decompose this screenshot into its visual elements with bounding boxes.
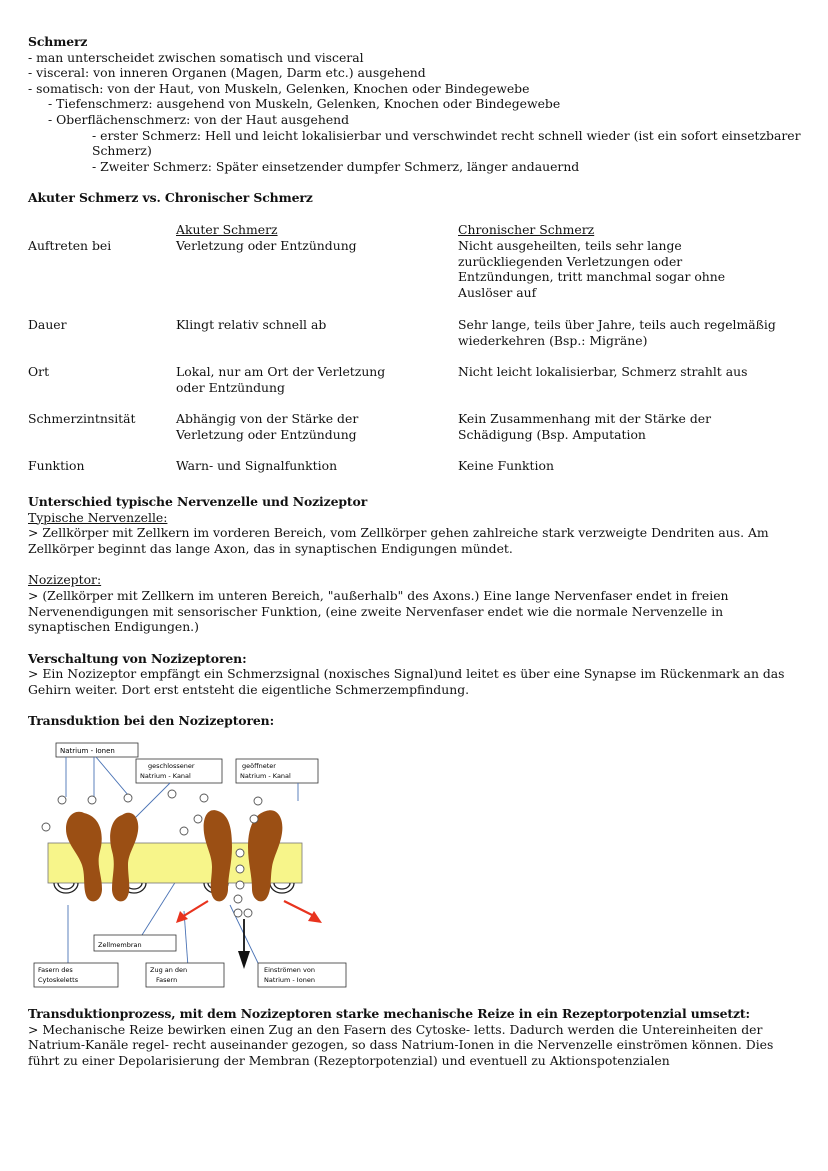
noz-heading: Nozizeptor: xyxy=(28,572,102,588)
label-sodium: Natrium - Ionen xyxy=(60,747,115,756)
circuit-text: > Ein Nozizeptor empfängt ein Schmerzsignal (noxisches Signal)und leitet es über eine Synapse im Rückenmark an das Gehirn weiter. Dort erst entsteht die eigentliche Schmerzempfindung. xyxy=(28,666,785,697)
col-header-acute: Akuter Schmerz xyxy=(176,221,278,237)
section-title-circuit: Verschaltung von Nozizeptoren: xyxy=(28,650,247,666)
label-fibers-a: Fasern des xyxy=(38,966,73,975)
text-line-indent2: - Zweiter Schmerz: Später einsetzender dumpfer Schmerz, länger andauernd xyxy=(92,158,580,174)
label-pull-a: Zug an den xyxy=(150,966,188,975)
row-chronic: Keine Funktion xyxy=(458,457,554,473)
section-title-transduction: Transduktion bei den Nozizeptoren: xyxy=(28,713,275,729)
section-title-process: Transduktionprozess, mit dem Nozizeptoren starke mechanische Reize in ein Rezeptorpotenzial umsetzt: xyxy=(28,1006,751,1022)
label-influx-a: Einströmen von xyxy=(264,966,315,975)
row-acute: Warn- und Signalfunktion xyxy=(176,457,338,473)
influx-arrow xyxy=(238,919,250,969)
label-open-a: geöffneter xyxy=(242,762,276,771)
label-closed-b: Natrium - Kanal xyxy=(140,772,191,781)
row-label: Dauer xyxy=(28,316,67,332)
label-closed-a: geschlossener xyxy=(148,762,195,771)
text-line-indent2: - erster Schmerz: Hell und leicht lokalisierbar und verschwindet recht schnell wieder (ist ein sofort einsetzbarer Schmerz) xyxy=(92,127,801,159)
row-acute: Abhängig von der Stärke der Verletzung oder Entzündung xyxy=(176,410,359,442)
section-title-schmerz: Schmerz xyxy=(28,34,88,49)
text-line: - man unterscheidet zwischen somatisch und visceral xyxy=(28,49,364,65)
text-line: - visceral: von inneren Organen (Magen, Darm etc.) ausgehend xyxy=(28,65,426,81)
col-header-chronic: Chronischer Schmerz xyxy=(458,221,595,237)
row-chronic: Sehr lange, teils über Jahre, teils auch regelmäßig wiederkehren (Bsp.: Migräne) xyxy=(458,316,776,348)
process-text: > Mechanische Reize bewirken einen Zug an den Fasern des Cytoske- letts. Dadurch werden die Untereinheiten der Natrium-Kanäle regel- recht auseinander gezogen, so dass Natrium-Ionen in die Nervenzelle einströmen können. Dies führt zu einer Depolarisierung der Membran (Rezeptorpotenzial) und eventuell zu Aktionspotenzialen xyxy=(28,1021,774,1068)
text-line-indent: - Tiefenschmerz: ausgehend von Muskeln, Gelenken, Knochen oder Bindegewebe xyxy=(48,96,561,112)
label-pull-b: Fasern xyxy=(156,976,178,985)
comparison-table xyxy=(28,214,808,494)
row-acute: Verletzung oder Entzündung xyxy=(176,237,357,253)
row-label: Ort xyxy=(28,363,50,379)
row-acute: Klingt relativ schnell ab xyxy=(176,316,327,332)
row-label: Schmerzintnsität xyxy=(28,410,136,426)
row-chronic: Nicht ausgeheilten, teils sehr lange zurückliegenden Verletzungen oder Entzündungen, tritt manchmal sogar ohne Auslöser auf xyxy=(458,237,726,300)
text-line-indent: - Oberflächenschmerz: von der Haut ausgehend xyxy=(48,111,350,127)
label-membrane: Zellmembran xyxy=(98,941,142,950)
text-line: - somatisch: von der Haut, von Muskeln, Gelenken, Knochen oder Bindegewebe xyxy=(28,80,530,96)
row-chronic: Nicht leicht lokalisierbar, Schmerz strahlt aus xyxy=(458,363,748,379)
label-influx-b: Natrium - Ionen xyxy=(264,976,315,985)
section-title-nerve: Unterschied typische Nervenzelle und Nozizeptor xyxy=(28,493,368,509)
typ-heading: Typische Nervenzelle: xyxy=(28,509,168,525)
label-open-b: Natrium - Kanal xyxy=(240,772,291,781)
label-fibers-b: Cytoskeletts xyxy=(38,976,79,985)
transduction-diagram xyxy=(32,739,362,994)
row-label: Auftreten bei xyxy=(28,237,112,253)
typ-text: > Zellkörper mit Zellkern im vorderen Bereich, vom Zellkörper gehen zahlreiche stark verzweigte Dendriten aus. Am Zellkörper beginnt das lange Axon, das in synaptischen Endigungen mündet. xyxy=(28,525,769,556)
row-chronic: Kein Zusammenhang mit der Stärke der Schädigung (Bsp. Amputation xyxy=(458,410,712,442)
document-page xyxy=(28,34,808,1068)
section-title-comparison: Akuter Schmerz vs. Chronischer Schmerz xyxy=(28,190,313,206)
row-label: Funktion xyxy=(28,457,85,473)
row-acute: Lokal, nur am Ort der Verletzung oder Entzündung xyxy=(176,363,386,395)
noz-text: > (Zellkörper mit Zellkern im unteren Bereich, "außerhalb" des Axons.) Eine lange Nervenfaser endet in freien Nervenendigungen mit sensorischer Funktion, (eine zweite Nervenfaser endet wie die normale Nervenzelle in synaptischen Endigungen.) xyxy=(28,587,729,635)
